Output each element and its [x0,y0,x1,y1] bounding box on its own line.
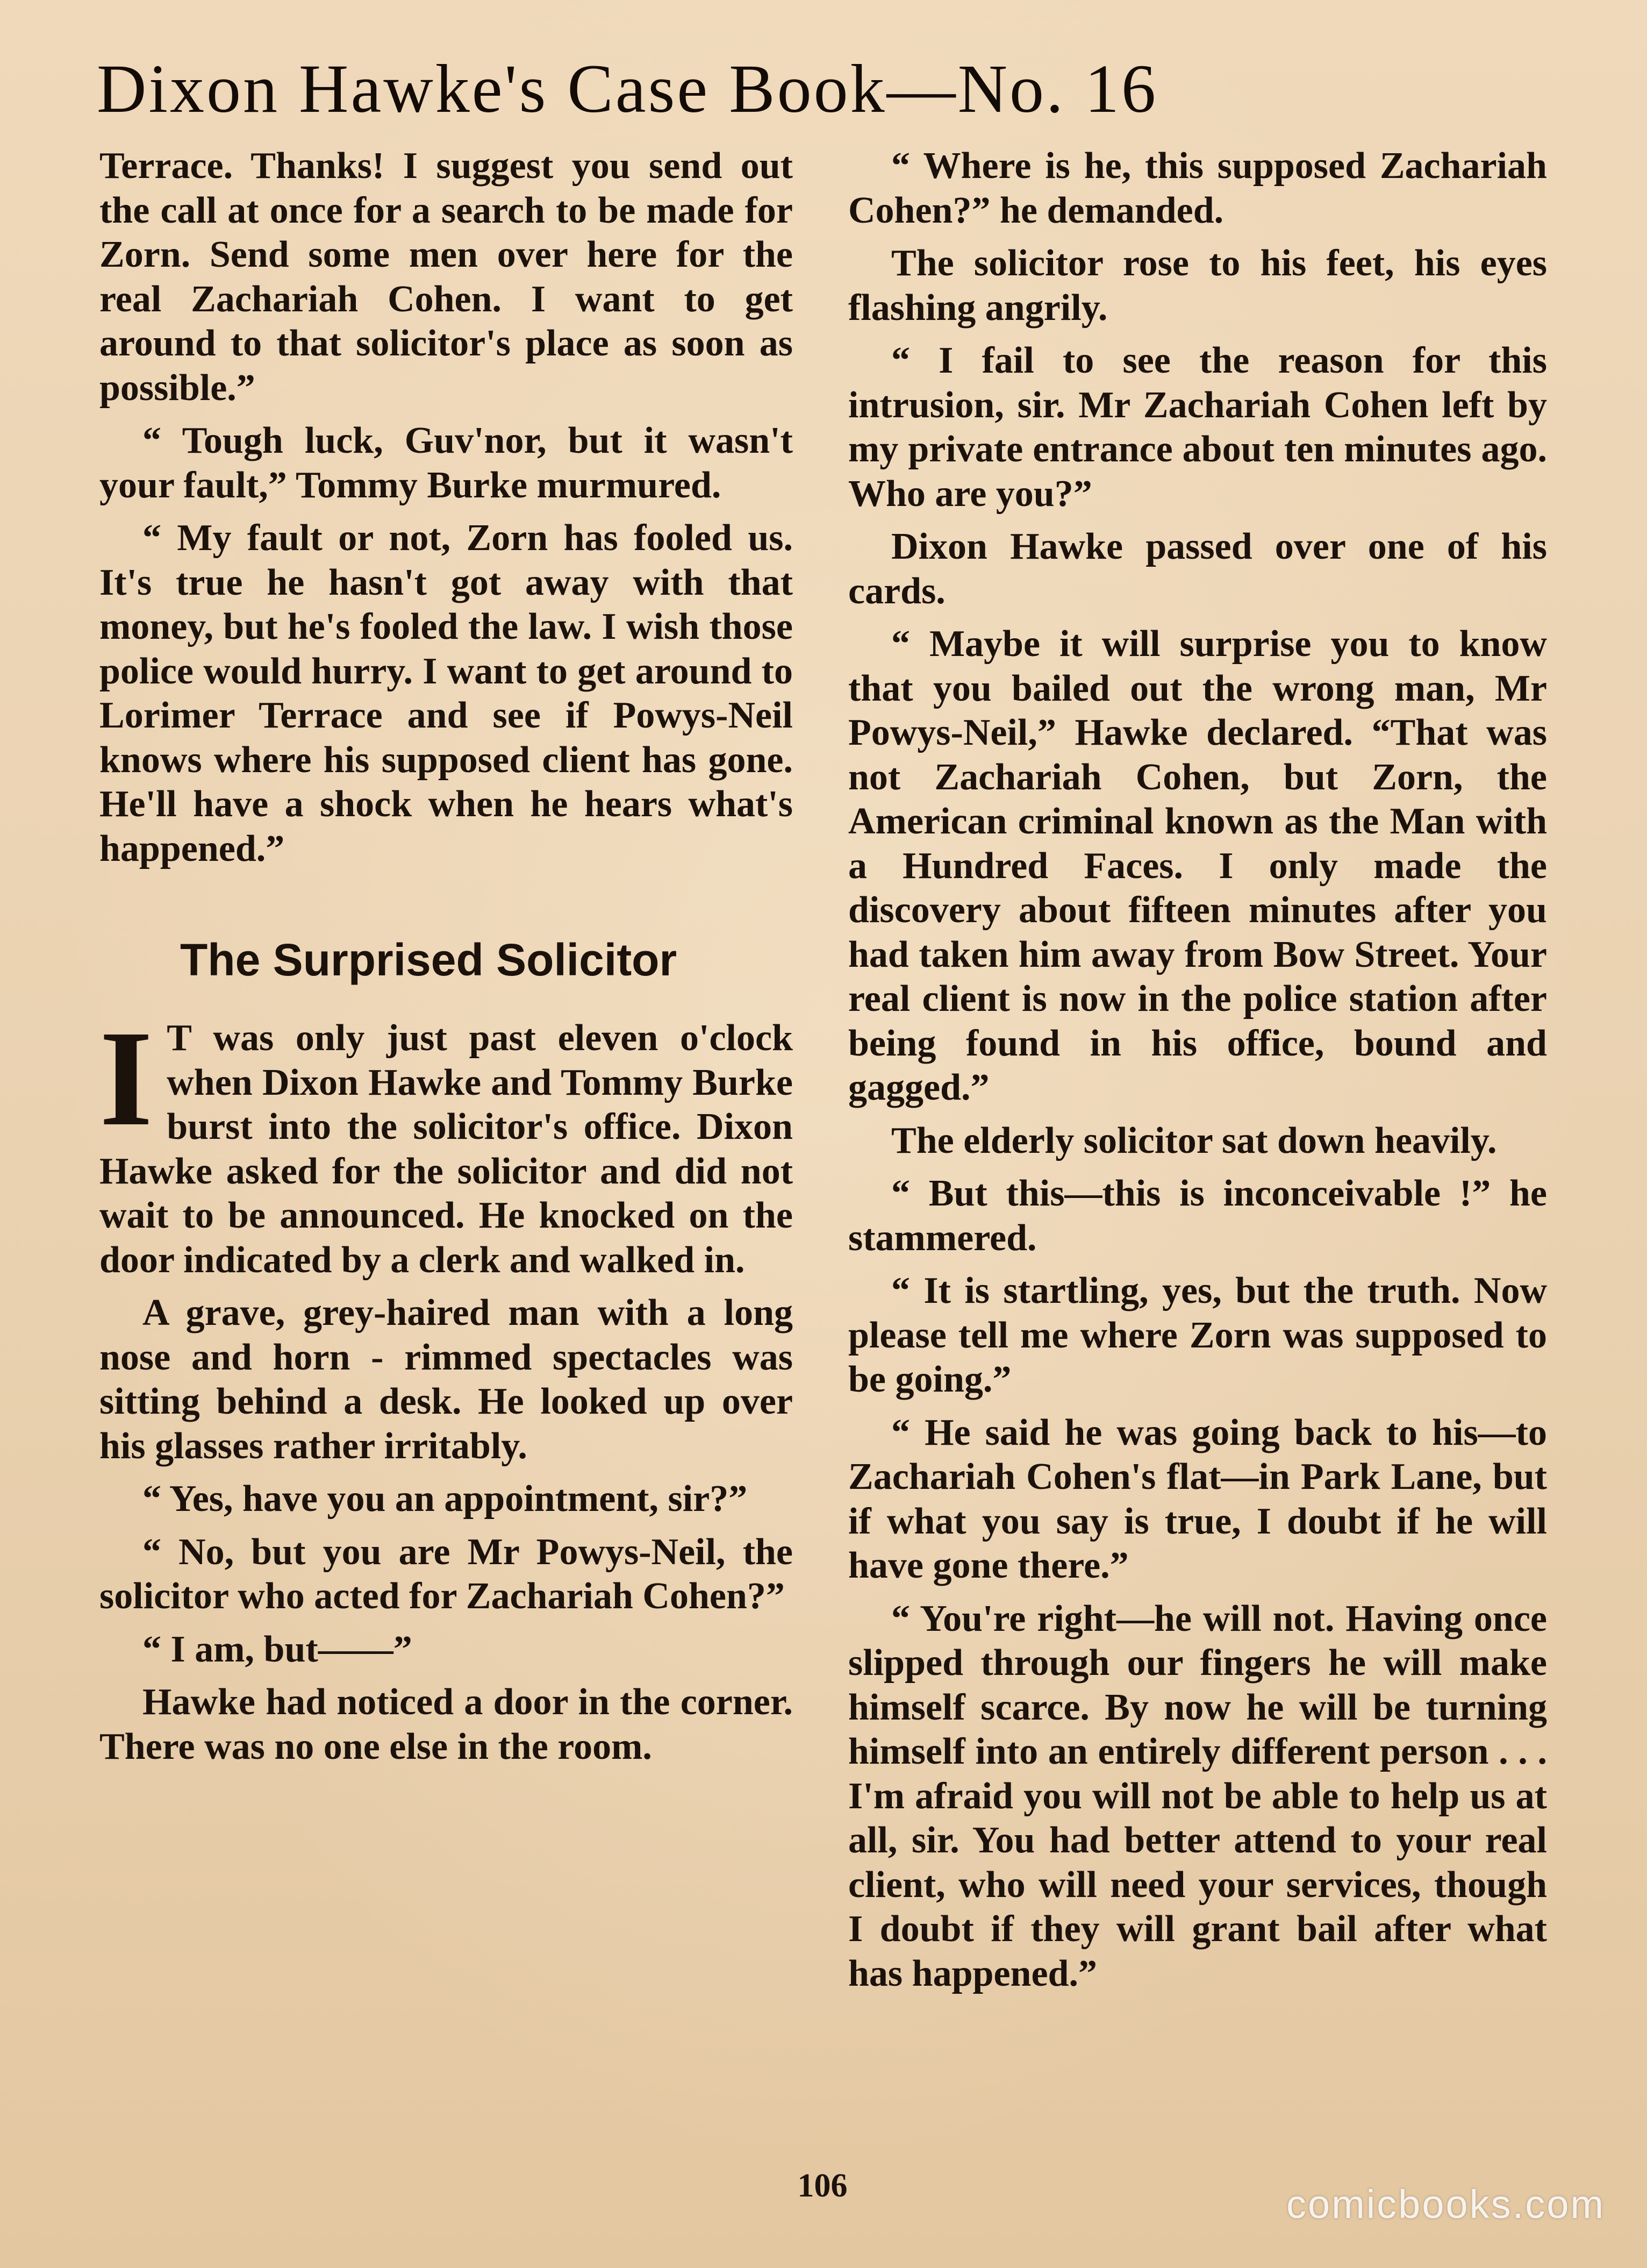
right-column [848,144,1547,2005]
paragraph: “ Where is he, this supposed Zachariah Cohen?” he demanded. [848,145,1547,231]
paragraph: “ I am, but——” [142,1628,412,1670]
paragraph: “ Tough luck, Guv'nor, but it wasn't your fault,” Tommy Burke murmured. [99,420,793,506]
watermark: comicbooks.com [1286,2182,1605,2227]
paragraph: “ You're right—he will not. Having once slipped through our fingers he will make himself scarce. By now he will be turning himself into an entirely different person . . . I'm afraid you will not be able to help us at all, sir. You had better attend to your real client, who will need your services, though I doubt if they will grant bail after what has happened.” [848,1597,1547,1994]
section-heading: The Surprised Solicitor [180,935,677,985]
paragraph: “ My fault or not, Zorn has fooled us. It's true he hasn't got away with that money, but he's fooled the law. I wish those police would hurry. I want to get around to Lorimer Terrace and see if Powys-Neil knows where his supposed client has gone. He'll have a shock when he hears what's happened.” [99,517,793,869]
paragraph: Dixon Hawke passed over one of his cards. [848,526,1547,612]
paragraph: “ No, but you are Mr Powys-Neil, the solicitor who acted for Zachariah Cohen?” [99,1531,793,1617]
paragraph: “ I fail to see the reason for this intrusion, sir. Mr Zachariah Cohen left by my private entrance about ten minutes ago. Who are you?” [848,340,1547,515]
paragraph: “ Yes, have you an appointment, sir?” [142,1478,748,1520]
opening-paragraph-text: T was only just past eleven o'clock when Dixon Hawke and Tommy Burke burst into the solicitor's office. Dixon Hawke asked for the solicitor and did not wait to be announced. He knocked on the door indicated by a clerk and walked in. [99,1017,793,1281]
paragraph: “ Maybe it will surprise you to know that you bailed out the wrong man, Mr Powys-Neil,” Hawke declared. “That was not Zachariah Cohen, but Zorn, the American criminal known as the Man with a Hundred Faces. I only made the discovery about fifteen minutes after you had taken him away from Bow Street. Your real client is now in the police station after being found in his office, bound and gagged.” [848,623,1547,1108]
paragraph: Terrace. Thanks! I suggest you send out the call at once for a search to be made for Zorn. Send some men over here for the real Zachariah Cohen. I want to get around to that solicitor's place as soon as possible.” [99,145,793,409]
paragraph: “ It is startling, yes, but the truth. Now please tell me where Zorn was supposed to be going.” [848,1270,1547,1400]
paragraph: A grave, grey-haired man with a long nose and horn - rimmed spectacles was sitting behind a desk. He looked up over his glasses rather irritably. [99,1292,793,1467]
paragraph: “ But this—this is inconceivable !” he stammered. [848,1173,1547,1259]
page-number: 106 [797,2167,848,2204]
paragraph: The solicitor rose to his feet, his eyes flashing angrily. [848,243,1547,329]
paragraph: Hawke had noticed a door in the corner. There was no one else in the room. [99,1681,793,1767]
drop-cap: I [99,1003,153,1154]
paragraph: “ He said he was going back to his—to Zachariah Cohen's flat—in Park Lane, but if what you say is true, I doubt if he will have gone there.” [848,1411,1547,1586]
left-column [99,144,793,1778]
paragraph: The elderly solicitor sat down heavily. [891,1119,1497,1161]
page-title: Dixon Hawke's Case Book—No. 16 [97,51,1158,127]
opening-paragraph [99,1003,793,1282]
